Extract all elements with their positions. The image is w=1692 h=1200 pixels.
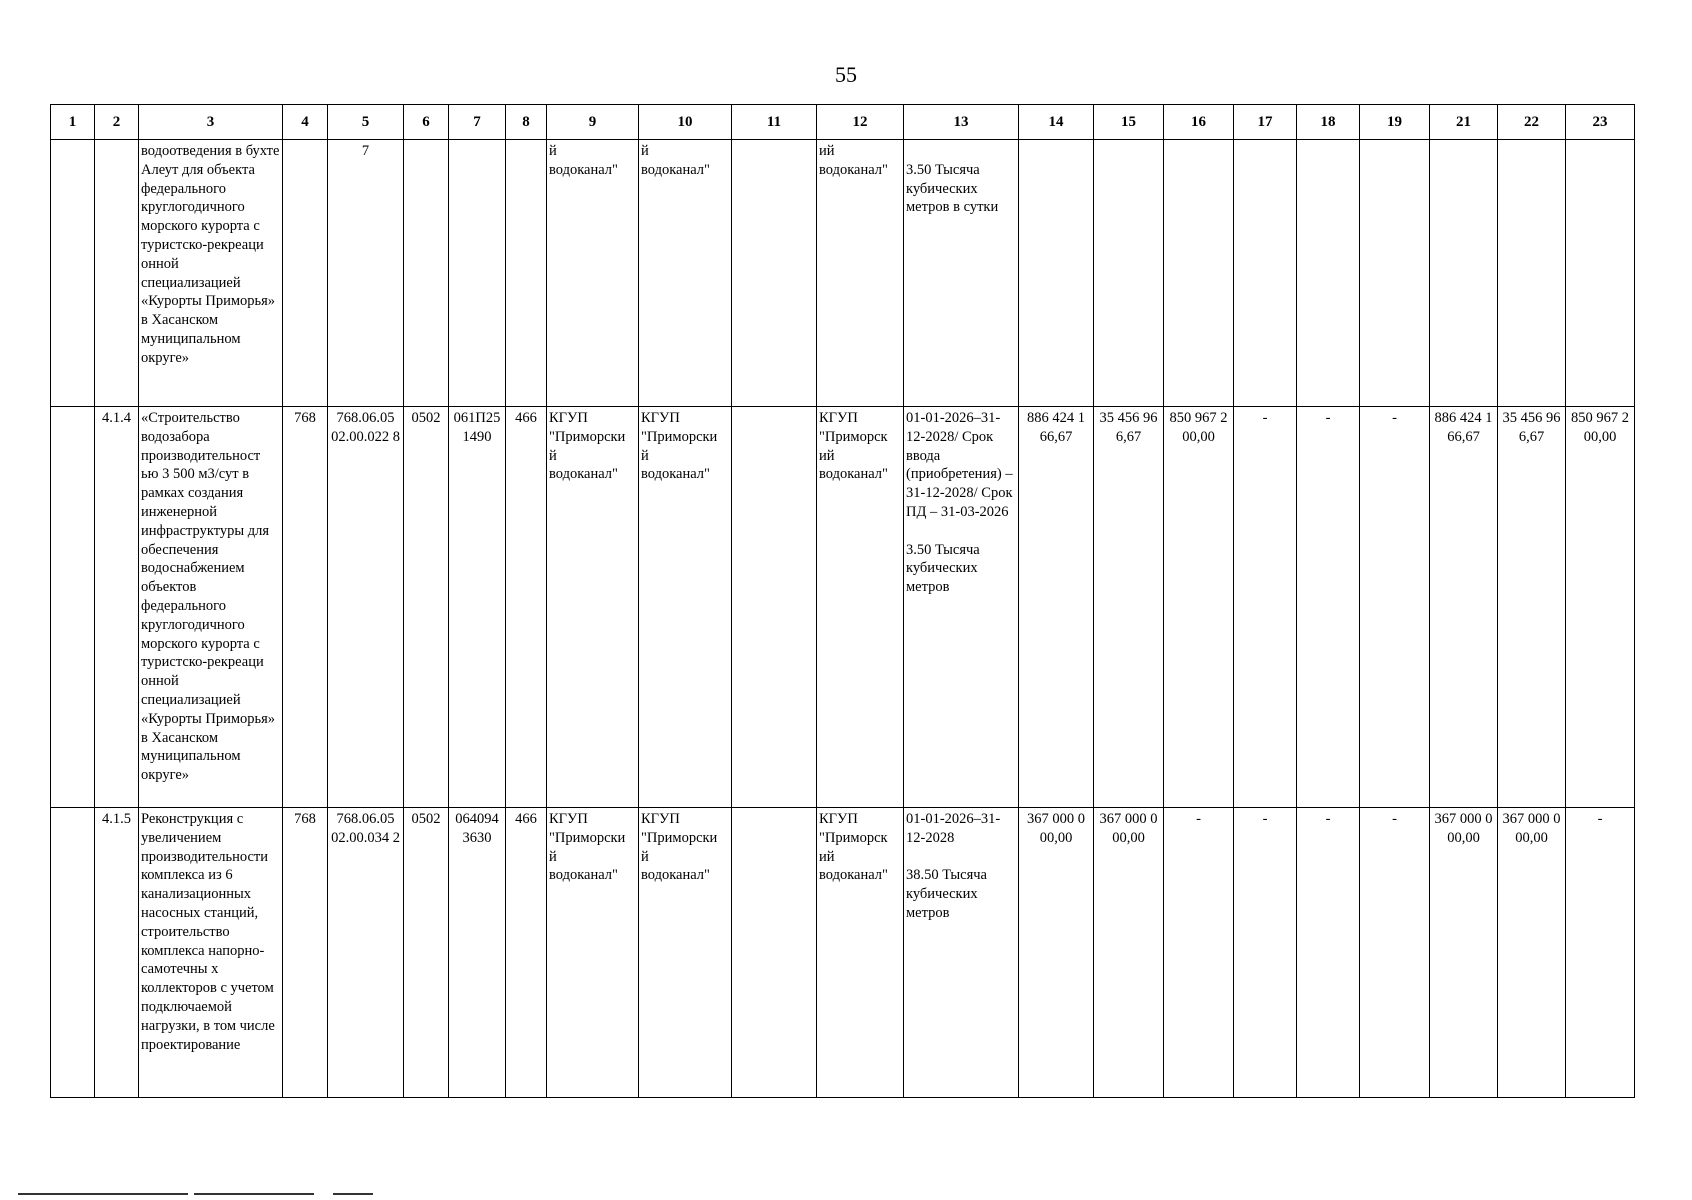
cell-col7: 064094 3630 [449,808,506,1098]
cell-col5: 768.06.05 02.00.022 8 [328,407,404,808]
table-row [51,407,1635,808]
cell-col13: 01-01-2026–31-12-2028/ Срок ввода (приобретения) – 31-12-2028/ Срок ПД – 31-03-2026 3.50 Тысяча кубических метров [904,407,1019,808]
cell-col8: 466 [506,808,547,1098]
cell-col5: 7 [328,140,404,407]
cell-col1 [51,140,95,407]
table-row [51,140,1635,407]
col-header-6: 6 [404,105,449,140]
col-header-19: 19 [1360,105,1430,140]
table-row [51,808,1635,1098]
cell-col14 [1019,140,1094,407]
cell-col3: «Строительство водозабора производительност ью 3 500 м3/сут в рамках создания инженерной инфраструктуры для обеспечения водоснабжением объектов федерального круглогодичного морского курорта с туристско-рекреаци онной специализацией «Курорты Приморья» в Хасанском муниципальном округе» [139,407,283,808]
col-header-10: 10 [639,105,732,140]
cell-col9: й водоканал" [547,140,639,407]
footer-rule [194,1193,314,1195]
cell-col17: - [1234,407,1297,808]
col-header-12: 12 [817,105,904,140]
budget-table [50,104,1635,1098]
cell-col21 [1430,140,1498,407]
cell-col15: 367 000 0 00,00 [1094,808,1164,1098]
cell-col22 [1498,140,1566,407]
col-header-1: 1 [51,105,95,140]
col-header-5: 5 [328,105,404,140]
page-number: 55 [835,62,857,87]
cell-col11 [732,808,817,1098]
cell-col2: 4.1.4 [95,407,139,808]
cell-col21: 367 000 0 00,00 [1430,808,1498,1098]
col-header-15: 15 [1094,105,1164,140]
cell-col16: - [1164,808,1234,1098]
cell-col22: 35 456 96 6,67 [1498,407,1566,808]
col-header-22: 22 [1498,105,1566,140]
cell-col17: - [1234,808,1297,1098]
cell-col15 [1094,140,1164,407]
col-header-7: 7 [449,105,506,140]
cell-col10: КГУП "Приморски й водоканал" [639,407,732,808]
footer-rule [333,1193,373,1195]
cell-col10: й водоканал" [639,140,732,407]
cell-col13: 3.50 Тысяча кубических метров в сутки [904,140,1019,407]
cell-col8: 466 [506,407,547,808]
col-header-11: 11 [732,105,817,140]
cell-col19 [1360,140,1430,407]
cell-col21: 886 424 1 66,67 [1430,407,1498,808]
cell-col4 [283,140,328,407]
col-header-13: 13 [904,105,1019,140]
col-header-21: 21 [1430,105,1498,140]
cell-col7: 061П25 1490 [449,407,506,808]
cell-col18 [1297,140,1360,407]
cell-col2: 4.1.5 [95,808,139,1098]
cell-col3: водоотведения в бухте Алеут для объекта федерального круглогодичного морского курорта с туристско-рекреаци онной специализацией «Курорты Приморья» в Хасанском муниципальном округе» [139,140,283,407]
cell-col23: 850 967 2 00,00 [1566,407,1635,808]
cell-col15: 35 456 96 6,67 [1094,407,1164,808]
cell-col18: - [1297,407,1360,808]
cell-col14: 367 000 0 00,00 [1019,808,1094,1098]
cell-col16: 850 967 2 00,00 [1164,407,1234,808]
cell-col9: КГУП "Приморски й водоканал" [547,808,639,1098]
cell-col12: КГУП "Приморск ий водоканал" [817,407,904,808]
cell-col12: КГУП "Приморск ий водоканал" [817,808,904,1098]
cell-col14: 886 424 1 66,67 [1019,407,1094,808]
cell-col19: - [1360,407,1430,808]
col-header-4: 4 [283,105,328,140]
cell-col23: - [1566,808,1635,1098]
footer-rule [18,1193,188,1195]
col-header-17: 17 [1234,105,1297,140]
cell-col9: КГУП "Приморски й водоканал" [547,407,639,808]
header-row [51,105,1635,140]
cell-col6: 0502 [404,808,449,1098]
cell-col18: - [1297,808,1360,1098]
cell-col6 [404,140,449,407]
col-header-14: 14 [1019,105,1094,140]
cell-col1 [51,407,95,808]
cell-col3: Реконструкция с увеличением производительности комплекса из 6 канализационных насосных станций, строительство комплекса напорно-самотечны х коллекторов с учетом подключаемой нагрузки, в том числе проектирование [139,808,283,1098]
cell-col11 [732,407,817,808]
cell-col12: ий водоканал" [817,140,904,407]
col-header-16: 16 [1164,105,1234,140]
cell-col22: 367 000 0 00,00 [1498,808,1566,1098]
col-header-23: 23 [1566,105,1635,140]
cell-col4: 768 [283,808,328,1098]
cell-col17 [1234,140,1297,407]
col-header-18: 18 [1297,105,1360,140]
cell-col8 [506,140,547,407]
cell-col1 [51,808,95,1098]
cell-col6: 0502 [404,407,449,808]
cell-col19: - [1360,808,1430,1098]
cell-col10: КГУП "Приморски й водоканал" [639,808,732,1098]
col-header-9: 9 [547,105,639,140]
cell-col11 [732,140,817,407]
col-header-2: 2 [95,105,139,140]
cell-col7 [449,140,506,407]
cell-col4: 768 [283,407,328,808]
cell-col13: 01-01-2026–31-12-2028 38.50 Тысяча кубических метров [904,808,1019,1098]
col-header-3: 3 [139,105,283,140]
cell-col2 [95,140,139,407]
cell-col16 [1164,140,1234,407]
cell-col5: 768.06.05 02.00.034 2 [328,808,404,1098]
cell-col23 [1566,140,1635,407]
col-header-8: 8 [506,105,547,140]
